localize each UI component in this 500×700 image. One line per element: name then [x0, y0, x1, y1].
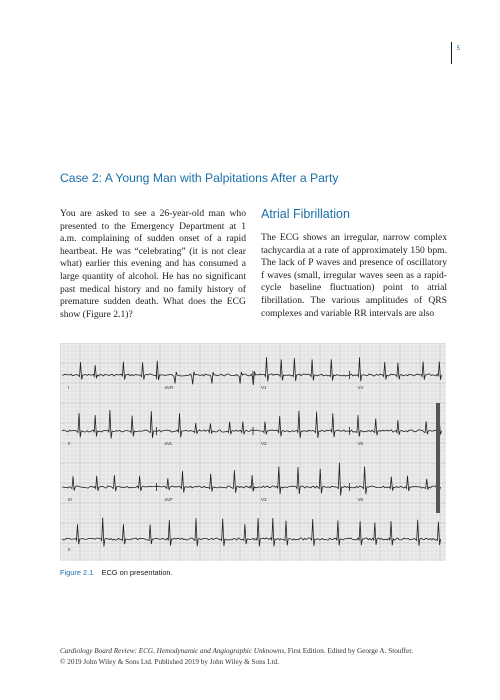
footer: [60, 646, 460, 667]
case-presentation-text: You are asked to see a 26-year-old man who presented to the Emergency Department at 1 a.m. complaining of sudden onset of a rapid heartbeat. He was “celebrating” (it is not clear what) earlier this evening and has consumed a large quantity of alcohol. He has no significant past medical history and no family history of premature sudden death. What does the ECG show (Figure 2.1)?: [60, 208, 246, 320]
lead-label: III: [68, 497, 72, 502]
lead-label: V5: [357, 441, 364, 446]
lead-label: V6: [357, 497, 364, 502]
lead-label: V1: [261, 385, 267, 390]
lead-label: V4: [357, 385, 364, 390]
lead-label: V3: [261, 497, 267, 502]
lead-label: II: [68, 547, 71, 552]
lead-label: aVL: [164, 441, 173, 446]
figure-label: Figure 2.1: [60, 568, 94, 577]
lead-label: aVF: [164, 497, 173, 502]
ecg-figure: [60, 343, 446, 561]
section-heading: Atrial Fibrillation: [261, 207, 350, 221]
case-presentation-column: [60, 208, 246, 321]
edition-text: First Edition. Edited by George A. Stouffer.: [285, 647, 414, 655]
copyright-text: © 2019 John Wiley & Sons Ltd. Published 2019 by John Wiley & Sons Ltd.: [60, 657, 280, 666]
lead-label: II: [68, 441, 71, 446]
page-number-rule: [451, 42, 452, 64]
book-title: Cardiology Board Review: ECG, Hemodynamic and Angiographic Unknowns,: [60, 647, 286, 655]
footer-citation: [60, 646, 460, 657]
case-title: Case 2: A Young Man with Palpitations After a Party: [60, 171, 339, 185]
discussion-column: [261, 232, 447, 340]
lead-label: I: [68, 385, 70, 390]
figure-caption-text: ECG on presentation.: [101, 568, 173, 577]
lead-label: V2: [261, 441, 267, 446]
page-number: 5: [456, 46, 460, 52]
lead-label: aVR: [164, 385, 174, 390]
ecg-tracing: [60, 343, 446, 561]
discussion-text: The ECG shows an irregular, narrow complex tachycardia at a rate of approximately 150 bpm. The lack of P waves and presence of oscillatory f waves (small, irregular waves seen as a rapid-cycle baseline fluctuation) point to atrial fibrillation. The various amplitudes of QRS complexes and variable RR intervals are also: [261, 232, 447, 319]
figure-caption: [60, 568, 173, 577]
calibration-strip: [436, 403, 440, 513]
